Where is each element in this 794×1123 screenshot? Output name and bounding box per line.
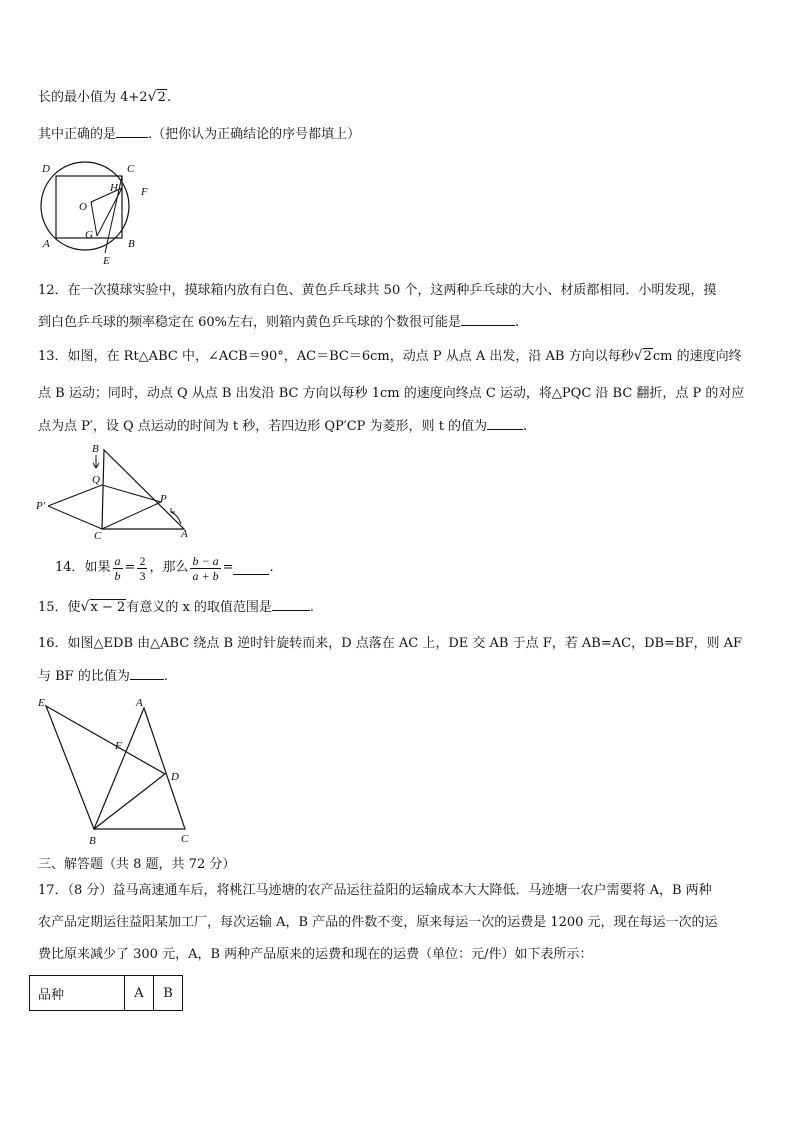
q13-figure — [34, 440, 204, 542]
q13-line-3: 点为点 P′，设 Q 点运动的时间为 t 秒，若四边形 QP′CP 为菱形，则 t 的值为 . — [38, 419, 528, 434]
table-row — [30, 976, 183, 1011]
label-h: H — [110, 182, 118, 194]
q12-line-1: 12．在一次摸球实验中，摸球箱内放有白色、黄色乒乓球共 50 个，这两种乒乓球的大小、材质都相同．小明发现，摸 — [38, 283, 717, 298]
answer-blank[interactable] — [233, 562, 269, 575]
q11-figure — [34, 158, 154, 270]
label-b: B — [92, 443, 99, 455]
q17-line-1: 17．（8 分）益马高速通车后，将桃江马迹塘的农产品运往益阳的运输成本大大降低．马迹塘一农户需要将 A，B 两种 — [38, 883, 712, 898]
label-a: A — [136, 697, 143, 709]
label-e: E — [103, 255, 110, 267]
label-c: C — [127, 163, 135, 175]
q14-line: 14．如果 $\frac{a}{b}$ = $\frac{2}{3}$ ，那么 $\frac{b - a}{a + b}$ = . — [55, 553, 274, 583]
label-a: A — [181, 528, 188, 540]
triangle-edb — [46, 706, 165, 829]
sqrt-symbol: √ 2 — [148, 89, 167, 107]
label-c: C — [94, 530, 102, 542]
label-b: B — [89, 835, 96, 847]
q16-line-2: 与 BF 的比值为 . — [38, 669, 168, 684]
label-f: F — [115, 740, 122, 752]
label-c: C — [181, 833, 189, 845]
triangle-abc — [94, 708, 185, 829]
answer-blank[interactable] — [116, 125, 148, 138]
label-a: A — [43, 238, 50, 250]
label-d: D — [171, 771, 179, 783]
q12-line-2: 到白色乒乓球的频率稳定在 60%左右，则箱内黄色乒乓球的个数很可能是 . — [38, 315, 520, 330]
label-g: G — [85, 229, 93, 241]
fraction: $\frac{b - a}{a + b}$ — [192, 553, 219, 583]
answer-blank[interactable] — [130, 667, 164, 680]
q13-line-2: 点 B 运动；同时，动点 Q 从点 B 出发沿 BC 方向以每秒 1cm 的速度向终点 C 运动，将△PQC 沿 BC 翻折，点 P 的对应 — [38, 386, 745, 401]
q16-line-1: 16．如图△EDB 由△ABC 绕点 B 逆时针旋转而来，D 点落在 AC 上，DE 交 AB 于点 F，若 AB=AC，DB=BF，则 AF — [38, 636, 743, 651]
label-o: O — [79, 201, 87, 213]
q11-text: 长的最小值为 4+2 — [38, 90, 148, 105]
fraction: $\frac{a}{b}$ — [114, 553, 121, 583]
segment-p-prime-c — [48, 506, 102, 529]
sqrt-symbol: √ 2 — [634, 348, 653, 366]
q13-line-1: 13．如图，在 Rt△ABC 中，∠ACB＝90°，AC＝BC＝6cm，动点 P 从点 A 出发，沿 AB 方向以每秒√ 2cm 的速度向终 — [38, 348, 742, 366]
q11-line-1: 长的最小值为 4+2√ 2. — [38, 89, 171, 107]
table-header-a: A — [125, 976, 154, 1011]
table-header-variety: 品种 — [30, 976, 125, 1011]
triangle-abc — [102, 450, 184, 529]
answer-blank[interactable] — [461, 313, 515, 326]
label-p-prime: P′ — [36, 500, 46, 512]
label-p: P — [160, 493, 167, 505]
q15-line: 15．使√ x − 2有意义的 x 的取值范围是 . — [38, 598, 314, 617]
section-heading: 三、解答题（共 8 题，共 72 分） — [38, 857, 236, 872]
freight-table — [29, 975, 183, 1011]
sqrt-symbol: √ x − 2 — [81, 599, 127, 617]
answer-blank[interactable] — [272, 598, 310, 611]
arrow-curve-head — [171, 508, 175, 512]
segment-qp — [102, 485, 161, 502]
label-d: D — [42, 163, 50, 175]
label-b: B — [128, 238, 135, 250]
segment-gh — [97, 188, 122, 236]
answer-blank[interactable] — [487, 417, 523, 430]
label-q: Q — [92, 474, 100, 486]
label-e: E — [38, 697, 45, 709]
q17-line-3: 费比原来减少了 300 元，A，B 两种产品原来的运费和现在的运费（单位：元/件）如下表所示： — [38, 947, 593, 962]
label-f: F — [141, 186, 148, 198]
q16-figure — [34, 693, 204, 853]
table-header-b: B — [154, 976, 183, 1011]
fraction: $\frac{2}{3}$ — [139, 553, 146, 583]
segment-qp-prime — [48, 485, 102, 506]
q11-line-2: 其中正确的是 .（把你认为正确结论的序号都填上） — [38, 127, 361, 142]
segment-cp — [102, 502, 161, 529]
q17-line-2: 农产品定期运往益阳某加工厂，每次运输 A，B 产品的件数不变，原来每运一次的运费是 1200 元，现在每运一次的运 — [38, 915, 718, 930]
